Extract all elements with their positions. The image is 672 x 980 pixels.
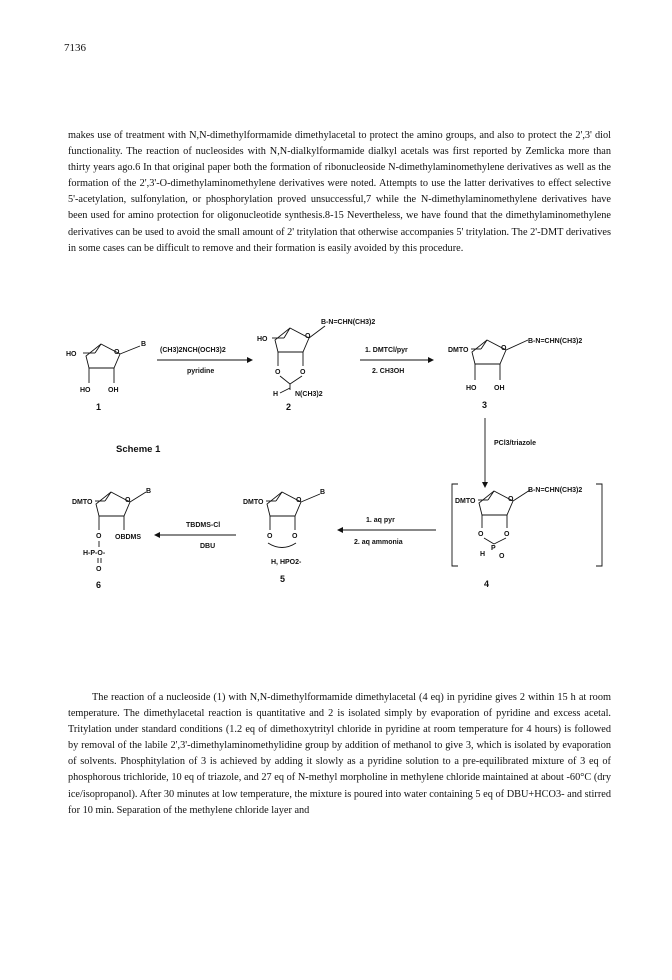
svg-text:H: H bbox=[273, 391, 279, 398]
svg-text:O: O bbox=[499, 553, 505, 560]
svg-text:O: O bbox=[300, 369, 306, 376]
svg-text:(CH3)2NCH(OCH3)2: (CH3)2NCH(OCH3)2 bbox=[160, 347, 226, 354]
svg-text:1: 1 bbox=[96, 402, 102, 412]
svg-text:DMTO: DMTO bbox=[243, 499, 264, 506]
svg-text:2: 2 bbox=[286, 402, 292, 412]
reaction-scheme bbox=[0, 300, 672, 620]
compound-6 bbox=[72, 488, 151, 590]
svg-text:P: P bbox=[491, 545, 496, 552]
svg-text:2. aq ammonia: 2. aq ammonia bbox=[354, 539, 403, 546]
svg-text:B: B bbox=[320, 489, 326, 496]
svg-text:OH: OH bbox=[494, 385, 505, 392]
svg-text:6: 6 bbox=[96, 580, 102, 590]
svg-text:O: O bbox=[504, 531, 510, 538]
svg-text:DMTO: DMTO bbox=[448, 347, 469, 354]
svg-text:OH: OH bbox=[108, 387, 119, 394]
svg-text:HO: HO bbox=[80, 387, 91, 394]
arrow-2-3 bbox=[360, 347, 434, 375]
svg-text:O: O bbox=[292, 533, 298, 540]
compound-2 bbox=[257, 319, 375, 412]
svg-text:O: O bbox=[296, 497, 302, 504]
svg-text:HO: HO bbox=[466, 385, 477, 392]
svg-text:N(CH3)2: N(CH3)2 bbox=[295, 391, 323, 398]
arrow-1-2 bbox=[157, 347, 253, 375]
svg-text:B-N=CHN(CH3)2: B-N=CHN(CH3)2 bbox=[528, 338, 583, 345]
scheme-caption: Scheme 1 bbox=[116, 444, 161, 455]
svg-text:H: H bbox=[480, 551, 486, 558]
svg-text:B-N=CHN(CH3)2: B-N=CHN(CH3)2 bbox=[528, 487, 583, 494]
svg-text:O: O bbox=[114, 349, 120, 356]
compound-4 bbox=[452, 484, 602, 589]
svg-text:O: O bbox=[125, 497, 131, 504]
svg-text:O: O bbox=[96, 533, 102, 540]
svg-text:OBDMS: OBDMS bbox=[115, 534, 142, 541]
page-number: 7136 bbox=[64, 42, 86, 54]
svg-text:DMTO: DMTO bbox=[72, 499, 93, 506]
arrow-5-6 bbox=[154, 522, 236, 550]
svg-text:TBDMS-Cl: TBDMS-Cl bbox=[186, 522, 221, 529]
compound-3 bbox=[448, 338, 582, 410]
arrow-3-4 bbox=[482, 418, 536, 488]
body-paragraph: The reaction of a nucleoside (1) with N,N-dimethylformamide dimethylacetal (4 eq) in pyridine gives 2 within 15 h at room temperature. The dimethylacetal reaction is quantitative and 2 is isolated simply by evaporation of pyridine and excess acetal. Tritylation under standard conditions (1.2 eq of dimethoxytrityl chloride in pyridine at room temperature for 4 hours) is followed by removal of the labile 2',3'-dimethylaminomethylidine group by addition of methanol to give 3, which is isolated by evaporation of solvents. Phosphitylation of 3 is achieved by adding it slowly as a pyridine solution to a pre-equilibrated mixture of 3 eq of phosphorous trichloride, 10 eq of triazole, and 27 eq of N-methyl morpholine in methylene chloride maintained at about -60°C (dry ice/isopropanol). After 30 minutes at low temperature, the mixture is poured into water containing 5 eq of DBU+HCO3- and stirred for 10 min. Separation of the methylene chloride layer and bbox=[68, 692, 611, 816]
arrow-4-5 bbox=[337, 517, 436, 546]
svg-text:O: O bbox=[305, 333, 311, 340]
svg-text:4: 4 bbox=[484, 579, 490, 589]
svg-text:1. DMTCl/pyr: 1. DMTCl/pyr bbox=[365, 347, 408, 354]
svg-text:O: O bbox=[501, 345, 507, 352]
svg-text:1. aq pyr: 1. aq pyr bbox=[366, 517, 395, 524]
svg-text:H, HPO2-: H, HPO2- bbox=[271, 559, 302, 566]
svg-text:3: 3 bbox=[482, 400, 488, 410]
svg-text:B-N=CHN(CH3)2: B-N=CHN(CH3)2 bbox=[321, 319, 376, 326]
svg-text:DMTO: DMTO bbox=[455, 498, 476, 505]
svg-text:HO: HO bbox=[257, 336, 268, 343]
compound-1 bbox=[66, 341, 146, 412]
svg-text:2. CH3OH: 2. CH3OH bbox=[372, 368, 405, 375]
svg-text:5: 5 bbox=[280, 574, 286, 584]
svg-text:B: B bbox=[146, 488, 152, 495]
svg-text:B: B bbox=[141, 341, 147, 348]
svg-text:O: O bbox=[275, 369, 281, 376]
svg-text:HO: HO bbox=[66, 351, 77, 358]
svg-text:O: O bbox=[96, 566, 102, 573]
svg-text:O: O bbox=[508, 496, 514, 503]
compound-5 bbox=[243, 489, 325, 584]
svg-text:DBU: DBU bbox=[200, 543, 216, 550]
intro-paragraph: makes use of treatment with N,N-dimethylformamide dimethylacetal to protect the amino groups, and also to protect the 2',3' diol functionality. The reaction of nucleosides with N,N-dialkylformamide dialkyl acetals was first reported by Zemlicka more than thirty years ago.6 In that original paper both the formation of ribonucleoside N-dimethylaminomethylene derivatives as well as the formation of the 2',3'-O-dimethylaminomethylene derivatives were noted. Attempts to use the latter derivatives to effect selective 5'-acetylation, sulfonylation, or phosphorylation proved unsuccessful,7 while the N-dimethylaminomethylene derivatives have been used for amino protection for oligonucleotide synthesis.8-15 Nevertheless, we have found that the dimethylaminomethylene derivatives can be used to avoid the small amount of 2' tritylation that otherwise accompanies 5' tritylation. The 2'-DMT derivatives in some cases can be difficult to remove and their formation is easily avoided by this procedure. bbox=[68, 130, 611, 254]
svg-text:PCl3/triazole: PCl3/triazole bbox=[494, 440, 537, 447]
svg-text:pyridine: pyridine bbox=[187, 368, 215, 375]
svg-text:O: O bbox=[478, 531, 484, 538]
svg-text:H-P-O-: H-P-O- bbox=[83, 550, 106, 557]
svg-text:O: O bbox=[267, 533, 273, 540]
